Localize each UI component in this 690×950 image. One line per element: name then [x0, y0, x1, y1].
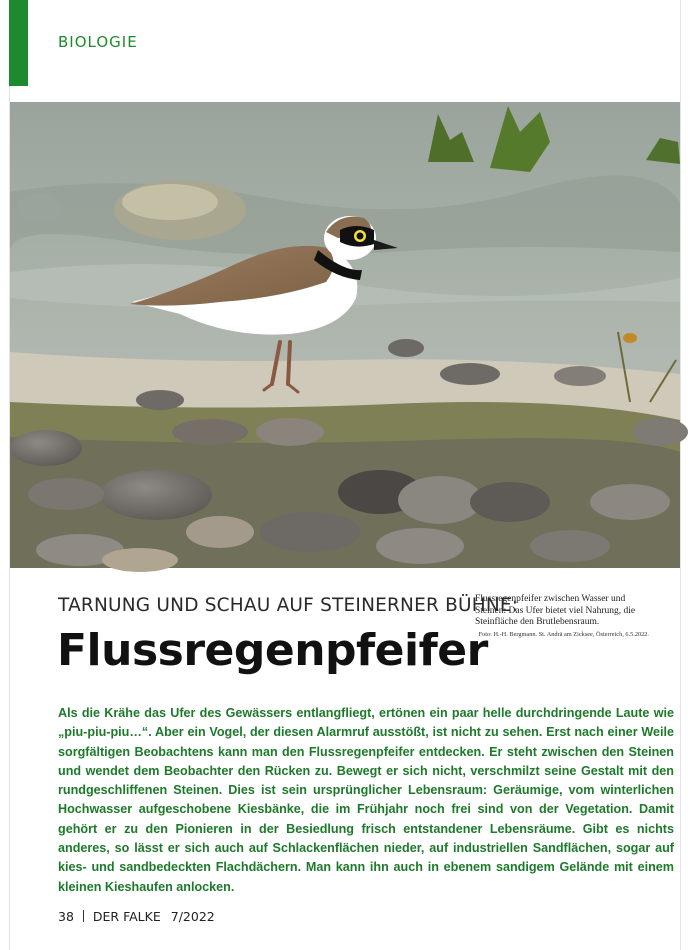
article-title: Flussregenpfeifer: [57, 625, 488, 676]
magazine-name: DER FALKE: [92, 909, 161, 924]
issue-number: 7/2022: [170, 909, 215, 924]
photo-illustration: [10, 102, 680, 568]
article-lead: Als die Krähe das Ufer des Gewässers entlangfliegt, ertönen ein paar helle durchdringende Laute wie „piu-piu-piu…“. Aber ein Vogel, der diesen Alarmruf ausstößt, ist nicht zu sehen. Erst nach einer Weile sorgfältigen Beobachtens kann man den Flussregenpfeifer entdecken. Er steht zwischen den Steinen und wendet dem Beobachter den Rücken zu. Bewegt er sich nicht, verschmilzt seine Gestalt mit den rundgeschliffenen Steinen. Dies ist sein ursprünglicher Lebensraum: Geräumige, vom winterlichen Hochwasser aufgeschobene Kiesbänke, die im Frühjahr noch frei sind von der Vegetation. Damit gehört er zu den Pionieren in der Besiedlung frisch entstandener Lebensräume. Gibt es nichts anderes, so lässt er sich auch auf Schlackenflächen nieder, auf industriellen Sandflächen, sogar auf kies- und sandbedeckten Flachdächern. Man kann ihn auch in ebenem sandigem Gelände mit einem kleinen Kieshaufen anlocken.: [58, 706, 674, 894]
section-label: BIOLOGIE: [58, 33, 138, 51]
article-kicker: TARNUNG UND SCHAU AUF STEINERNER BÜHNE:: [58, 595, 519, 616]
photo-credit: Foto: H.-H. Bergmann. St. Andrä am Zicksee, Österreich, 6.5.2022.: [478, 630, 649, 638]
section-color-bar: [9, 0, 28, 86]
page-number: 38: [58, 909, 74, 924]
footer-divider: [83, 910, 84, 922]
page-footer: [58, 909, 215, 924]
caption-text: Flussregenpfeifer zwischen Wasser und Steinen: Das Ufer bietet viel Nahrung, die Steinfläche den Brutlebensraum.: [475, 594, 636, 627]
